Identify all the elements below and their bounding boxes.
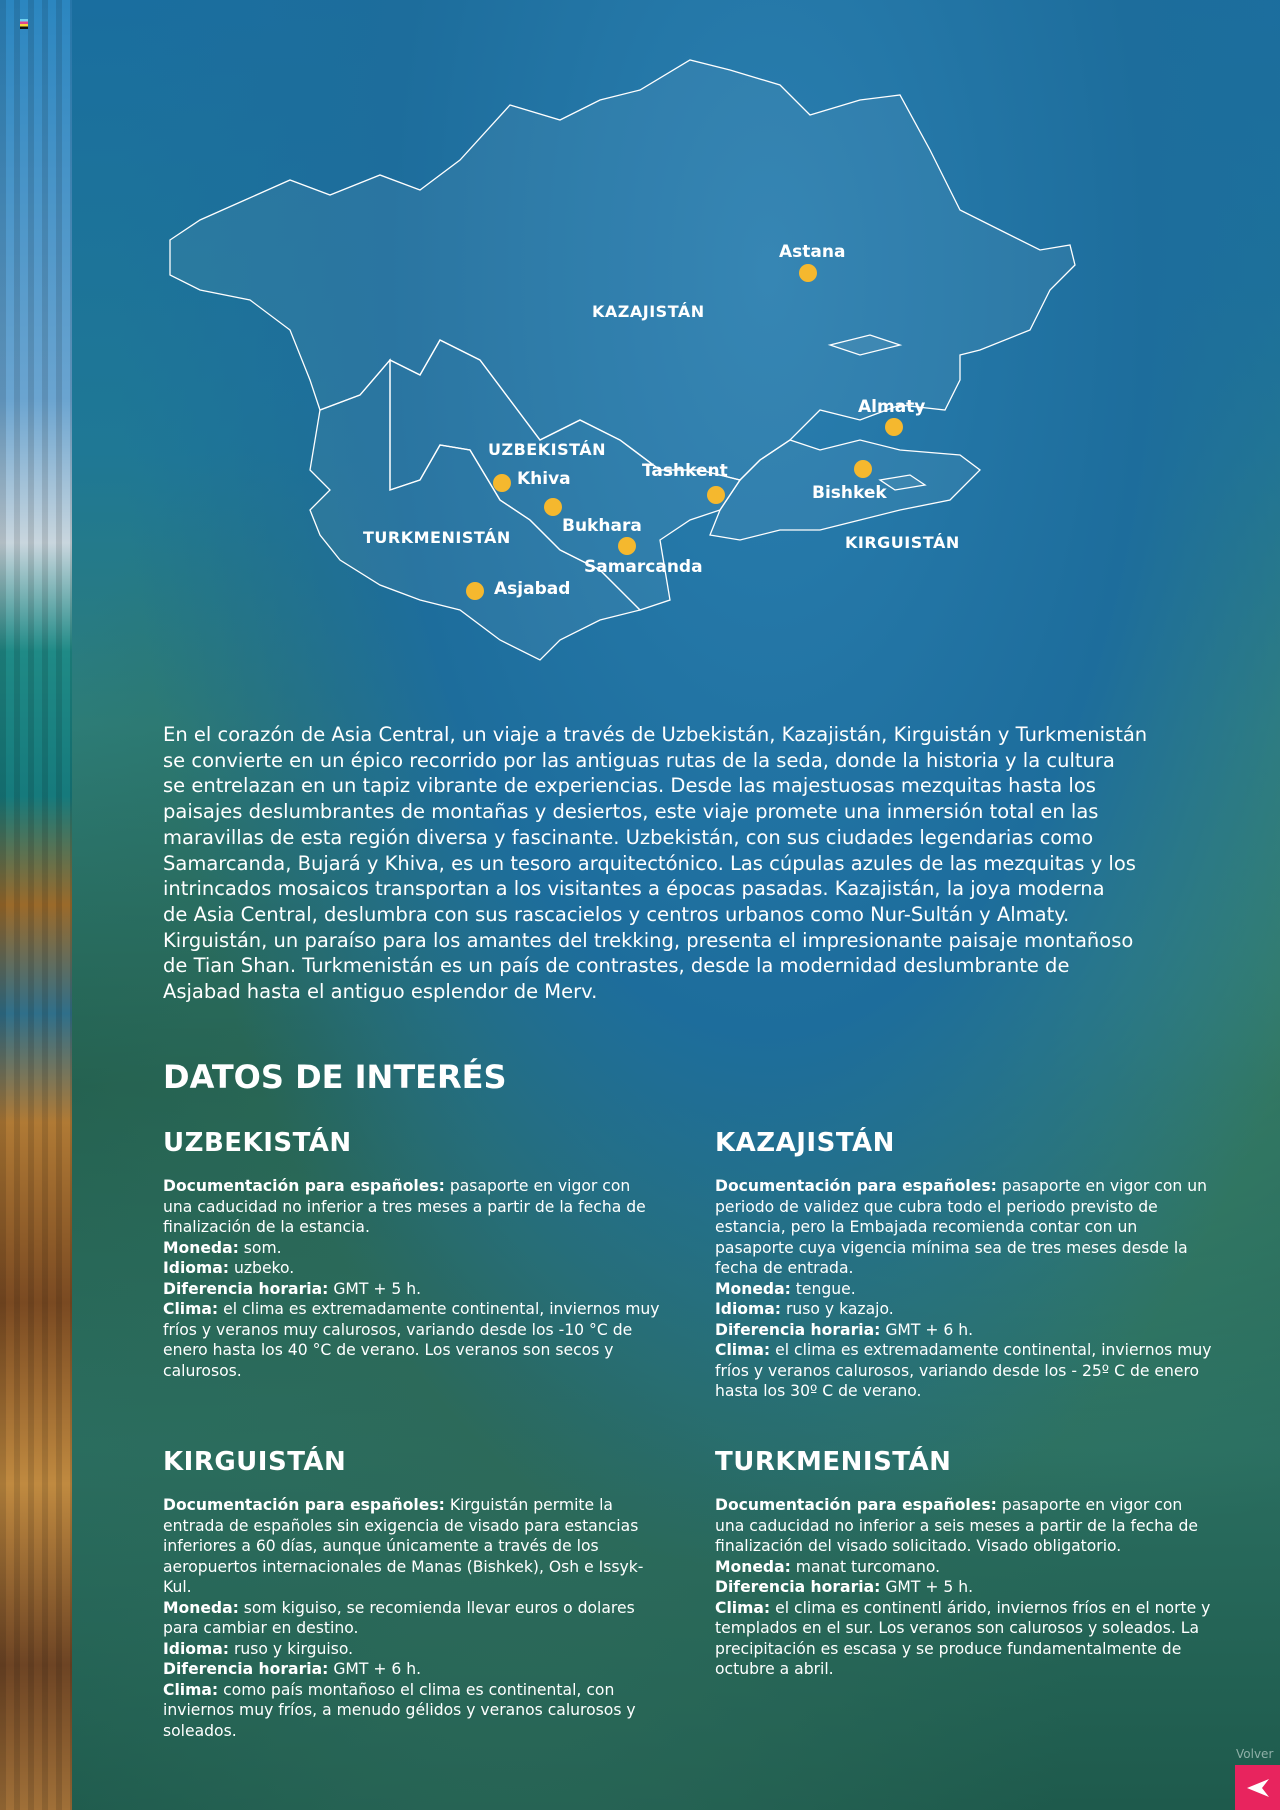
back-button[interactable] xyxy=(1235,1765,1280,1810)
country-facts xyxy=(715,1176,1215,1402)
city-label-khiva: Khiva xyxy=(517,469,571,489)
fact-value: som kiguiso, se recomienda llevar euros o dolares para cambiar en destino. xyxy=(163,1598,635,1637)
country-info-kyrgyzstan xyxy=(163,1447,663,1741)
fact-item xyxy=(715,1176,1215,1279)
intro-line: En el corazón de Asia Central, un viaje a través de Uzbekistán, Kazajistán, Kirguistán y Turkmenistán xyxy=(163,723,1148,746)
country-label-turkmenistan: TURKMENISTÁN xyxy=(363,528,511,547)
fact-item xyxy=(163,1680,663,1742)
country-facts xyxy=(163,1495,663,1741)
fact-item xyxy=(163,1238,663,1259)
country-facts xyxy=(163,1176,663,1381)
intro-paragraph xyxy=(163,722,1213,1005)
fact-label: Idioma: xyxy=(715,1300,782,1318)
fact-value: manat turcomano. xyxy=(790,1557,941,1576)
city-dot-bishkek xyxy=(854,460,872,478)
fact-label: Documentación para españoles: xyxy=(163,1496,445,1514)
fact-item xyxy=(715,1495,1215,1557)
country-heading: KAZAJISTÁN xyxy=(715,1128,895,1158)
fact-item xyxy=(715,1320,1215,1341)
city-dot-astana xyxy=(799,264,817,282)
intro-line: Asjabad hasta el antiguo esplendor de Merv. xyxy=(163,980,598,1004)
fact-value: GMT + 6 h. xyxy=(328,1660,422,1678)
country-label-uzbekistan: UZBEKISTÁN xyxy=(488,440,607,459)
fact-value: el clima es continentl árido, inviernos fríos en el norte y templados en el sur. Los veranos son calurosos y soleados. La precipitación es escasa y se produce fundamentalmente de octubre a abril. xyxy=(715,1598,1211,1678)
fact-label: Diferencia horaria: xyxy=(163,1279,329,1298)
fact-item xyxy=(715,1577,1215,1598)
country-label-kyrgyzstan: KIRGUISTÁN xyxy=(845,533,960,552)
fact-value: tengue. xyxy=(790,1279,856,1298)
fact-value: GMT + 5 h. xyxy=(880,1578,974,1596)
intro-line: maravillas de esta región diversa y fascinante. Uzbekistán, con sus ciudades legendarias como xyxy=(163,825,1094,849)
section-title: DATOS DE INTERÉS xyxy=(163,1058,507,1096)
fact-value: GMT + 5 h. xyxy=(328,1279,422,1298)
fact-label: Diferencia horaria: xyxy=(715,1578,881,1596)
fact-value: ruso y kazajo. xyxy=(781,1300,894,1318)
fact-label: Clima: xyxy=(163,1300,219,1318)
fact-item xyxy=(163,1495,663,1598)
city-label-almaty: Almaty xyxy=(858,397,926,417)
city-label-bukhara: Bukhara xyxy=(562,516,642,536)
fact-value: ruso y kirguiso. xyxy=(229,1639,354,1658)
fact-item xyxy=(715,1340,1215,1402)
fact-label: Documentación para españoles: xyxy=(715,1496,997,1514)
country-heading: KIRGUISTÁN xyxy=(163,1447,347,1477)
central-asia-map xyxy=(0,0,1280,700)
arrow-left-icon xyxy=(1247,1779,1269,1797)
fact-label: Clima: xyxy=(715,1341,771,1359)
country-heading: TURKMENISTÁN xyxy=(715,1447,952,1477)
fact-value: como país montañoso el clima es continental, con inviernos muy fríos, a menudo gélidos y veranos calurosos y soleados. xyxy=(163,1680,636,1740)
fact-item xyxy=(715,1598,1215,1680)
fact-label: Documentación para españoles: xyxy=(163,1177,445,1195)
back-label: Volver xyxy=(1236,1747,1274,1761)
fact-label: Clima: xyxy=(163,1680,219,1699)
fact-item xyxy=(163,1659,663,1680)
fact-value: GMT + 6 h. xyxy=(880,1320,974,1339)
intro-line: Samarcanda, Bujará y Khiva, es un tesoro arquitectónico. Las cúpulas azules de las mezquitas y los xyxy=(163,851,1136,875)
city-label-tashkent: Tashkent xyxy=(642,461,728,481)
fact-value: pasaporte en vigor con una caducidad no inferior a seis meses a partir de la fecha de finalización del visado solicitado. Visado obligatorio. xyxy=(715,1496,1198,1555)
fact-value: Kirguistán permite la entrada de españoles sin exigencia de visado para estancias inferiores a 60 días, aunque únicamente a través de los aeropuertos internacionales de Manas (Bishkek), Osh e Issyk-Kul. xyxy=(163,1496,644,1596)
city-dot-bukhara xyxy=(544,498,562,516)
fact-item xyxy=(163,1639,663,1660)
fact-label: Diferencia horaria: xyxy=(163,1660,329,1678)
intro-line: se entrelazan en un tapiz vibrante de experiencias. Desde las majestuosas mezquitas hasta los xyxy=(163,774,1096,798)
fact-label: Moneda: xyxy=(715,1279,791,1298)
fact-item xyxy=(163,1176,663,1238)
country-info-kazakhstan xyxy=(715,1128,1215,1402)
fact-item xyxy=(163,1299,663,1381)
city-dot-khiva xyxy=(493,474,511,492)
country-facts xyxy=(715,1495,1215,1680)
fact-label: Moneda: xyxy=(163,1598,239,1617)
city-label-asjabad: Asjabad xyxy=(494,579,571,599)
fact-item xyxy=(715,1557,1215,1578)
intro-line: paisajes deslumbrantes de montañas y desiertos, este viaje promete una inmersión total en las xyxy=(163,800,1099,824)
intro-line: de Tian Shan. Turkmenistán es un país de contrastes, desde la modernidad deslumbrante de xyxy=(163,954,1070,978)
city-dot-samarcanda xyxy=(618,537,636,555)
intro-line: Kirguistán, un paraíso para los amantes del trekking, presenta el impresionante paisaje montañoso xyxy=(163,928,1134,952)
fact-item xyxy=(163,1598,663,1639)
country-info-uzbekistan xyxy=(163,1128,663,1381)
fact-item xyxy=(163,1258,663,1279)
fact-value: som. xyxy=(238,1238,282,1257)
kazakhstan-outline xyxy=(170,60,1075,480)
fact-item xyxy=(715,1299,1215,1320)
fact-item xyxy=(163,1279,663,1300)
city-dot-tashkent xyxy=(707,486,725,504)
fact-value: el clima es extremadamente continental, inviernos muy fríos y veranos muy calurosos, variando desde los -10 °C de enero hasta los 40 °C de verano. Los veranos son secos y calurosos. xyxy=(163,1300,660,1380)
fact-value: pasaporte en vigor con un periodo de validez que cubra todo el periodo previsto de estancia, pero la Embajada recomienda contar con un pasaporte cuya vigencia mínima sea de tres meses desde la fecha de entrada. xyxy=(715,1177,1208,1277)
fact-item xyxy=(715,1279,1215,1300)
city-label-astana: Astana xyxy=(779,242,846,262)
fact-value: pasaporte en vigor con una caducidad no inferior a tres meses a partir de la fecha de finalización de la estancia. xyxy=(163,1177,646,1236)
intro-line: de Asia Central, deslumbra con sus rascacielos y centros urbanos como Nur-Sultán y Almaty. xyxy=(163,902,1070,926)
city-label-samarcanda: Samarcanda xyxy=(584,557,703,577)
country-info-turkmenistan xyxy=(715,1447,1215,1680)
city-dot-asjabad xyxy=(466,582,484,600)
fact-label: Moneda: xyxy=(163,1238,239,1257)
city-label-bishkek: Bishkek xyxy=(812,483,887,503)
city-dot-almaty xyxy=(885,418,903,436)
fact-label: Documentación para españoles: xyxy=(715,1177,997,1195)
country-heading: UZBEKISTÁN xyxy=(163,1128,352,1158)
fact-label: Clima: xyxy=(715,1598,771,1617)
intro-line: se convierte en un épico recorrido por las antiguas rutas de la seda, donde la historia y la cultura xyxy=(163,748,1115,772)
fact-value: el clima es extremadamente continental, inviernos muy fríos y veranos calurosos, variando desde los - 25º C de enero hasta los 30º C de verano. xyxy=(715,1341,1212,1400)
fact-label: Moneda: xyxy=(715,1557,791,1576)
fact-label: Idioma: xyxy=(163,1259,230,1277)
fact-label: Diferencia horaria: xyxy=(715,1320,881,1339)
intro-line: intrincados mosaicos transportan a los visitantes a épocas pasadas. Kazajistán, la joya moderna xyxy=(163,877,1105,901)
fact-label: Idioma: xyxy=(163,1639,230,1658)
country-label-kazakhstan: KAZAJISTÁN xyxy=(592,302,705,321)
fact-value: uzbeko. xyxy=(229,1259,295,1277)
